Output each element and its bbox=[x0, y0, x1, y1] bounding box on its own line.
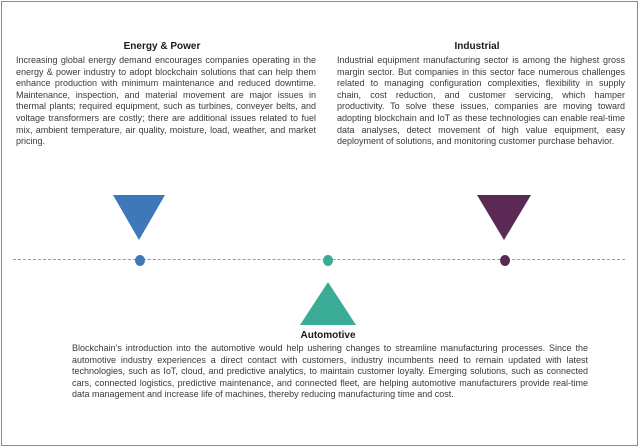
industrial-title: Industrial bbox=[454, 41, 500, 52]
energy-power-text: Increasing global energy demand encourages companies operating in the energy & power industry to adopt blockchain solutions that can help them enhance production with minimum maintenance and reduced downtime. Maintenance, inspection, and material movement are major issues in thermal plants; required equipment, such as turbines, conveyer belts, and voltage transformers are costly; there are additional issues related to fuel mix, ambient temperature, air quality, moisture, load, weather, and market pricing. bbox=[16, 55, 316, 147]
automotive-text: Blockchain’s introduction into the automotive would help ushering changes to streamline manufacturing processes. Since the automotive industry experiences a direct contact with customers, industry incumbents need to remain updated with latest technologies, such as IoT, cloud, and predictive analytics, to maintain customer loyalty. Emerging solutions, such as connected cars, connected logistics, predictive maintenance, and connected fleet, are helping automotive manufacturers provide real-time data management and increase life of machines, thereby reducing manufacturing time and cost. bbox=[72, 343, 588, 400]
industrial-text: Industrial equipment manufacturing sector is among the highest gross margin sector. But companies in this sector face numerous challenges related to managing configuration complexities, flexibility in supply chain, cost reduction, and customer servicing, which hamper productivity. To solve these issues, companies are moving toward adopting blockchain and IoT as these technologies can enable real-time data analyses, detect movement of high value equipment, easy deployment of solutions, and monitoring customer purchase behavior. bbox=[337, 55, 625, 147]
automotive-title: Automotive bbox=[300, 330, 356, 341]
industrial-marker bbox=[477, 195, 531, 240]
automotive-marker bbox=[300, 282, 356, 325]
energy-power-dot bbox=[135, 255, 145, 266]
energy-power-title: Energy & Power bbox=[123, 41, 201, 52]
automotive-dot bbox=[323, 255, 333, 266]
energy-power-triangle bbox=[113, 195, 165, 240]
automotive-triangle bbox=[300, 282, 356, 325]
energy-power-marker bbox=[113, 195, 165, 240]
industrial-triangle bbox=[477, 195, 531, 240]
industrial-dot bbox=[500, 255, 510, 266]
timeline-axis bbox=[13, 259, 625, 260]
